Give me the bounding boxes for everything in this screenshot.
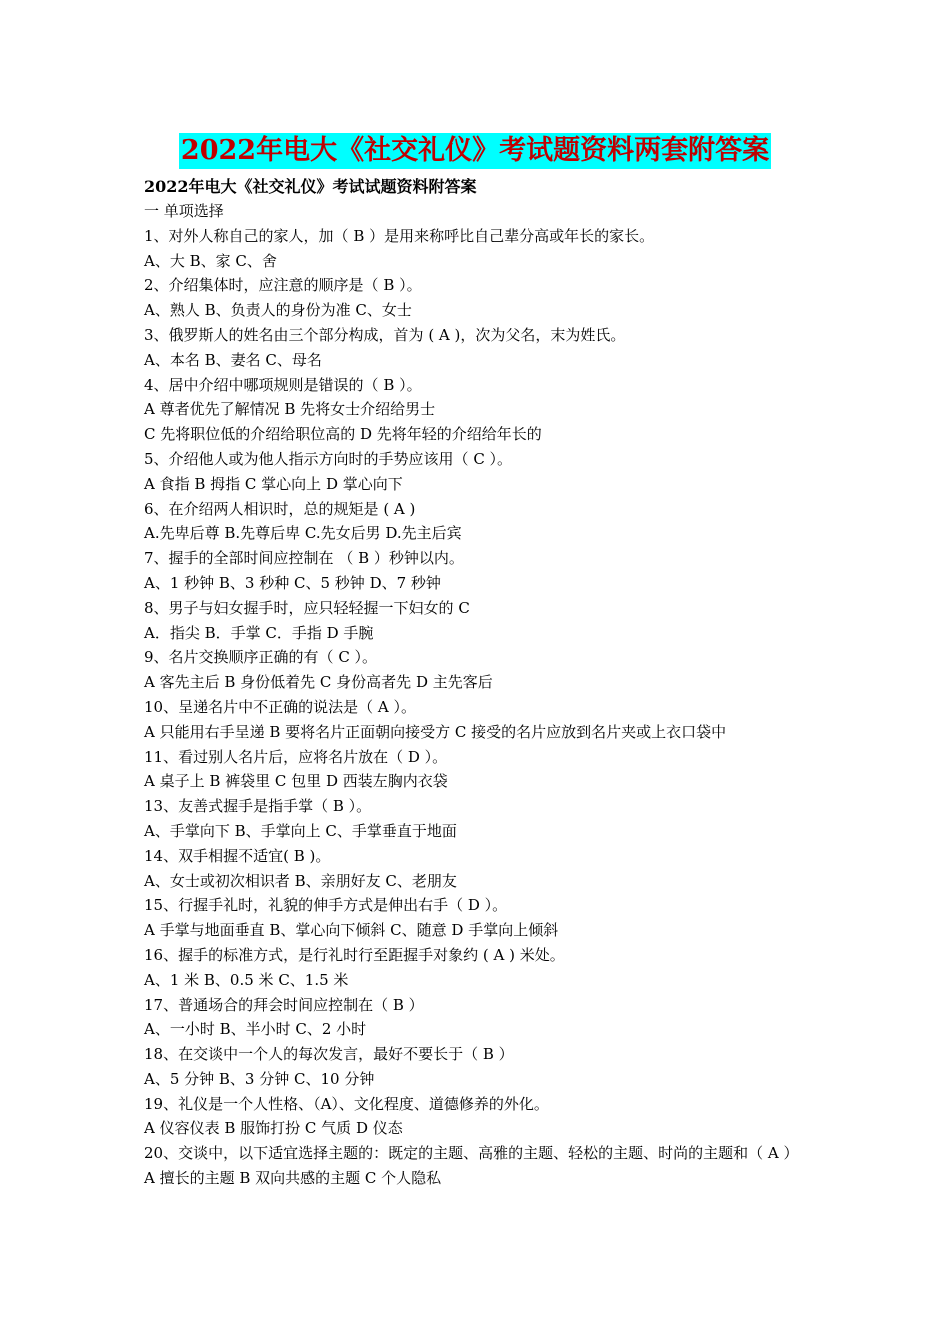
text-line: 8、男子与妇女握手时，应只轻轻握一下妇女的 C bbox=[144, 598, 470, 617]
text-line: A、手掌向下 B、手掌向上 C、手掌垂直于地面 bbox=[144, 821, 457, 840]
text-line: 2、介绍集体时，应注意的顺序是（ B ）。 bbox=[144, 276, 422, 295]
text-line: A 仪容仪表 B 服饰打扮 C 气质 D 仪态 bbox=[144, 1119, 403, 1138]
text-line: 10、呈递名片中不正确的说法是（ A ）。 bbox=[144, 697, 416, 716]
text-line: A、大 B、家 C、舍 bbox=[144, 251, 277, 270]
text-line: A 桌子上 B 裤袋里 C 包里 D 西装左胸内衣袋 bbox=[144, 772, 448, 791]
text-line: A 手掌与地面垂直 B、掌心向下倾斜 C、随意 D 手掌向上倾斜 bbox=[144, 921, 559, 940]
question-list bbox=[144, 199, 824, 1191]
text-line: 11、看过别人名片后，应将名片放在（ D ）。 bbox=[144, 747, 448, 766]
text-line: 一 单项选择 bbox=[144, 202, 224, 220]
text-line: A、熟人 B、负责人的身份为准 C、女士 bbox=[144, 301, 412, 320]
text-line: A 客先主后 B 身份低着先 C 身份高者先 D 主先客后 bbox=[144, 673, 493, 692]
text-line: 13、友善式握手是指手掌（ B ）。 bbox=[144, 797, 372, 816]
text-line: A 只能用右手呈递 B 要将名片正面朝向接受方 C 接受的名片应放到名片夹或上衣口袋中 bbox=[144, 722, 727, 741]
text-line: A 擅长的主题 B 双向共感的主题 C 个人隐私 bbox=[144, 1169, 442, 1188]
text-line: A、1 米 B、0.5 米 C、1.5 米 bbox=[144, 970, 349, 989]
text-line: 19、礼仪是一个人性格、（A）、文化程度、道德修养的外化。 bbox=[144, 1094, 549, 1113]
text-line: 14、双手相握不适宜( B )。 bbox=[144, 846, 331, 865]
text-line: 20、交谈中，以下适宜选择主题的：既定的主题、高雅的主题、轻松的主题、时尚的主题和（ A ） bbox=[144, 1144, 799, 1163]
text-line: A．指尖 B．手掌 C．手指 D 手腕 bbox=[144, 623, 374, 642]
text-line: A、5 分钟 B、3 分钟 C、10 分钟 bbox=[144, 1069, 375, 1088]
text-line: 1、对外人称自己的家人，加（ B ）是用来称呼比自己辈分高或年长的家长。 bbox=[144, 226, 655, 245]
text-line: A、1 秒钟 B、3 秒种 C、5 秒钟 D、7 秒钟 bbox=[144, 573, 441, 592]
text-line: 6、在介绍两人相识时，总的规矩是 ( A ) bbox=[144, 499, 416, 518]
text-line: A.先卑后尊 B.先尊后卑 C.先女后男 D.先主后宾 bbox=[144, 524, 462, 543]
text-line: A、女士或初次相识者 B、亲朋好友 C、老朋友 bbox=[144, 871, 457, 890]
text-line: 15、行握手礼时，礼貌的伸手方式是伸出右手（ D ）。 bbox=[144, 896, 508, 915]
text-line: 18、在交谈中一个人的每次发言，最好不要长于（ B ） bbox=[144, 1045, 514, 1064]
document-subtitle: 2022年电大《社交礼仪》考试试题资料附答案 bbox=[144, 177, 477, 196]
text-line: 5、介绍他人或为他人指示方向时的手势应该用（ C ）。 bbox=[144, 449, 513, 468]
text-line: 7、握手的全部时间应控制在 （ B ）秒钟以内。 bbox=[144, 549, 464, 568]
text-line: 4、居中介绍中哪项规则是错误的（ B ）。 bbox=[144, 375, 422, 394]
text-line: A、本名 B、妻名 C、母名 bbox=[144, 350, 322, 369]
document-body bbox=[144, 174, 824, 1191]
text-line: 17、普通场合的拜会时间应控制在（ B ） bbox=[144, 995, 424, 1014]
text-line: 3、俄罗斯人的姓名由三个部分构成，首为 ( A )，次为父名，末为姓氏。 bbox=[144, 325, 626, 344]
text-line: C 先将职位低的介绍给职位高的 D 先将年轻的介绍给年长的 bbox=[144, 425, 542, 444]
text-line: A 尊者优先了解情况 B 先将女士介绍给男士 bbox=[144, 400, 436, 419]
page-title-container bbox=[0, 133, 950, 169]
text-line: 9、名片交换顺序正确的有（ C ）。 bbox=[144, 648, 378, 667]
page-title: 2022年电大《社交礼仪》考试题资料两套附答案 bbox=[179, 133, 771, 169]
text-line: A 食指 B 拇指 C 掌心向上 D 掌心向下 bbox=[144, 474, 403, 493]
text-line: 16、握手的标准方式，是行礼时行至距握手对象约 ( A ) 米处。 bbox=[144, 945, 565, 964]
text-line: A、一小时 B、半小时 C、2 小时 bbox=[144, 1020, 367, 1039]
